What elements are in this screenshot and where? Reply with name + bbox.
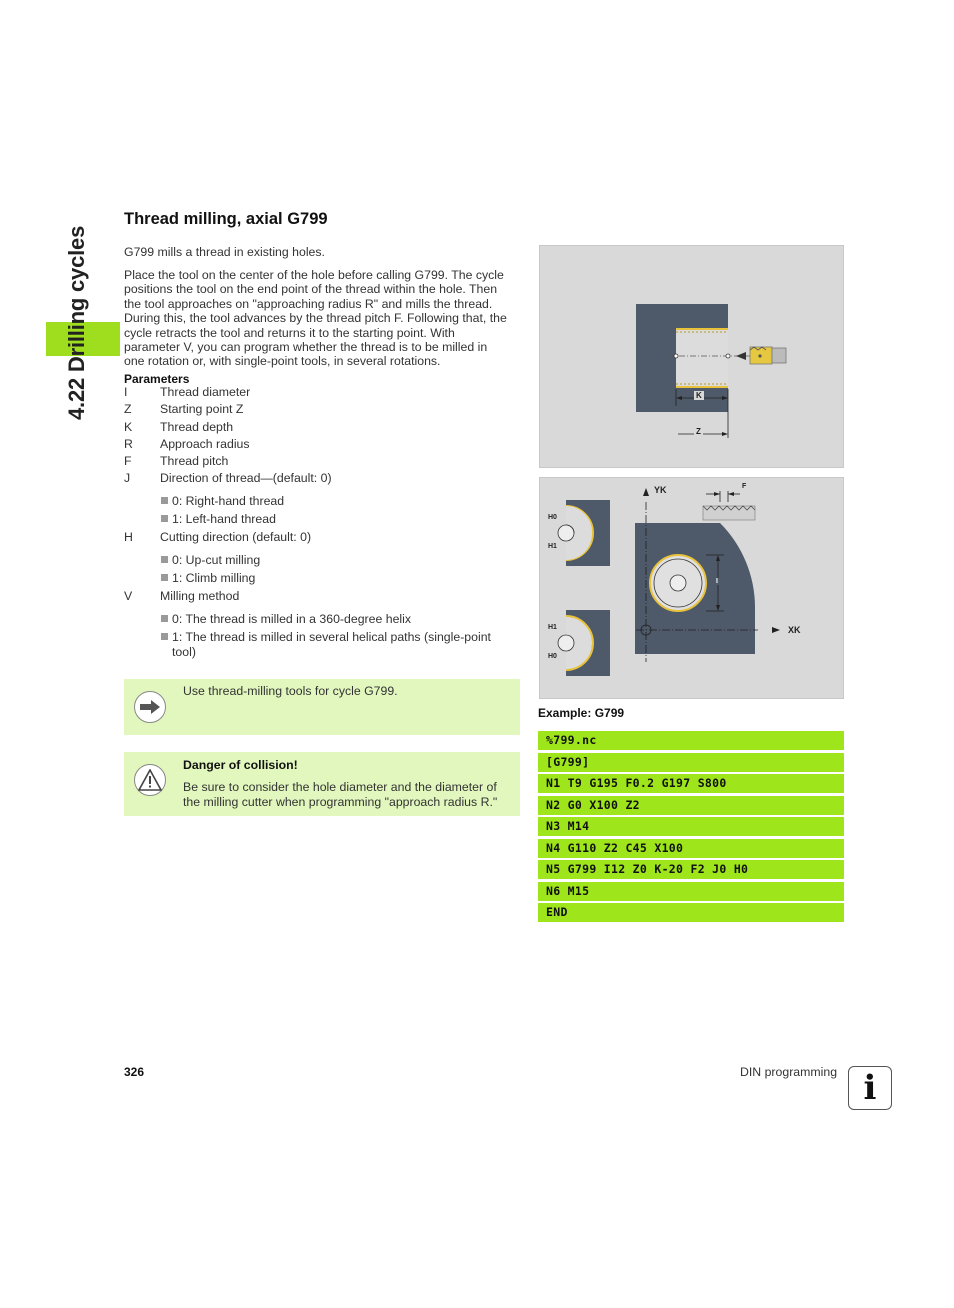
dim-label-i: I (716, 578, 718, 585)
tip-note (124, 679, 520, 735)
param-row-i (124, 385, 250, 401)
tip-text: Use thread-milling tools for cycle G799. (183, 684, 398, 698)
option-item-continued: tool) (172, 645, 196, 659)
code-line: N5 G799 I12 Z0 K-20 F2 J0 H0 (538, 860, 844, 879)
chapter-title-vertical: 4.22 Drilling cycles (64, 225, 89, 420)
param-label: Cutting direction (default: 0) (160, 530, 312, 544)
info-icon-glyph: i (863, 1068, 877, 1108)
dim-label-z: Z (696, 427, 701, 436)
label-h1-bottom: H1 (548, 624, 557, 631)
code-line: N6 M15 (538, 882, 844, 901)
code-line: END (538, 903, 844, 922)
danger-text: Be sure to consider the hole diameter and the diameter of the milling cutter when programming "approach radius R." (183, 780, 498, 809)
intro-text: G799 mills a thread in existing holes. (124, 245, 325, 259)
description-line: the tool approaches on "approaching radius R" and mills the thread. (124, 296, 493, 311)
dim-label-f: F (742, 483, 747, 490)
param-row-f (124, 454, 228, 470)
param-row-z (124, 402, 243, 418)
param-row-h (124, 530, 311, 546)
label-h1-top: H1 (548, 543, 557, 550)
danger-note (124, 752, 520, 816)
description-line: parameter V, you can program whether the thread is to be milled in (124, 340, 488, 355)
warning-icon (134, 764, 166, 796)
param-row-k (124, 420, 233, 436)
description-line: cycle retracts the tool and returns it to the starting point. With (124, 325, 455, 340)
description-line: one rotation or, with single-point tools, in several rotations. (124, 354, 441, 369)
option-item: 1: Left-hand thread (161, 512, 276, 527)
param-key: J (124, 471, 131, 485)
param-label: Milling method (160, 589, 240, 603)
param-label: Thread pitch (160, 454, 229, 468)
section-title: Thread milling, axial G799 (124, 210, 328, 228)
axis-label-yk: YK (654, 485, 667, 495)
danger-title: Danger of collision! (183, 758, 298, 772)
code-line: N3 M14 (538, 817, 844, 836)
param-label: Approach radius (160, 437, 250, 451)
param-key: R (124, 437, 133, 451)
label-h0-bottom: H0 (548, 653, 557, 660)
thread-hole-figure (539, 245, 844, 468)
code-line: N1 T9 G195 F0.2 G197 S800 (538, 774, 844, 793)
param-label: Direction of thread—(default: 0) (160, 471, 332, 485)
parameters-heading: Parameters (124, 372, 190, 386)
param-row-r (124, 437, 250, 453)
arrow-right-icon (134, 691, 166, 723)
label-h0-top: H0 (548, 514, 557, 521)
option-item: 0: The thread is milled in a 360-degree helix (161, 612, 411, 627)
page-number: 326 (124, 1065, 145, 1079)
milling-direction-figure (539, 477, 844, 699)
param-key: V (124, 589, 133, 603)
description-line: positions the tool on the end point of the thread within the hole. Then (124, 282, 498, 297)
param-label: Thread diameter (160, 385, 251, 399)
info-icon (848, 1066, 892, 1110)
option-item: 0: Up-cut milling (161, 553, 260, 568)
option-item: 0: Right-hand thread (161, 494, 284, 509)
code-line: [G799] (538, 753, 844, 772)
param-key: K (124, 420, 133, 434)
param-key: F (124, 454, 132, 468)
chapter-name: DIN programming (740, 1065, 838, 1079)
code-line: %799.nc (538, 731, 844, 750)
axis-label-xk: XK (788, 625, 801, 635)
param-key: H (124, 530, 133, 544)
example-title: Example: G799 (538, 706, 625, 720)
description-line: Place the tool on the center of the hole before calling G799. The cycle (124, 268, 504, 282)
param-key: Z (124, 402, 132, 416)
param-label: Thread depth (160, 420, 234, 434)
code-line: N2 G0 X100 Z2 (538, 796, 844, 815)
option-item: 1: Climb milling (161, 571, 255, 586)
code-line: N4 G110 Z2 C45 X100 (538, 839, 844, 858)
param-key: I (124, 385, 128, 399)
dim-label-k: K (696, 391, 702, 400)
description-line: During this, the tool advances by the thread pitch F. Following that, the (124, 311, 507, 326)
param-row-j (124, 471, 332, 487)
param-label: Starting point Z (160, 402, 244, 416)
param-row-v (124, 589, 239, 605)
description (124, 268, 524, 369)
option-item: 1: The thread is milled in several helical paths (single-point (161, 630, 491, 645)
